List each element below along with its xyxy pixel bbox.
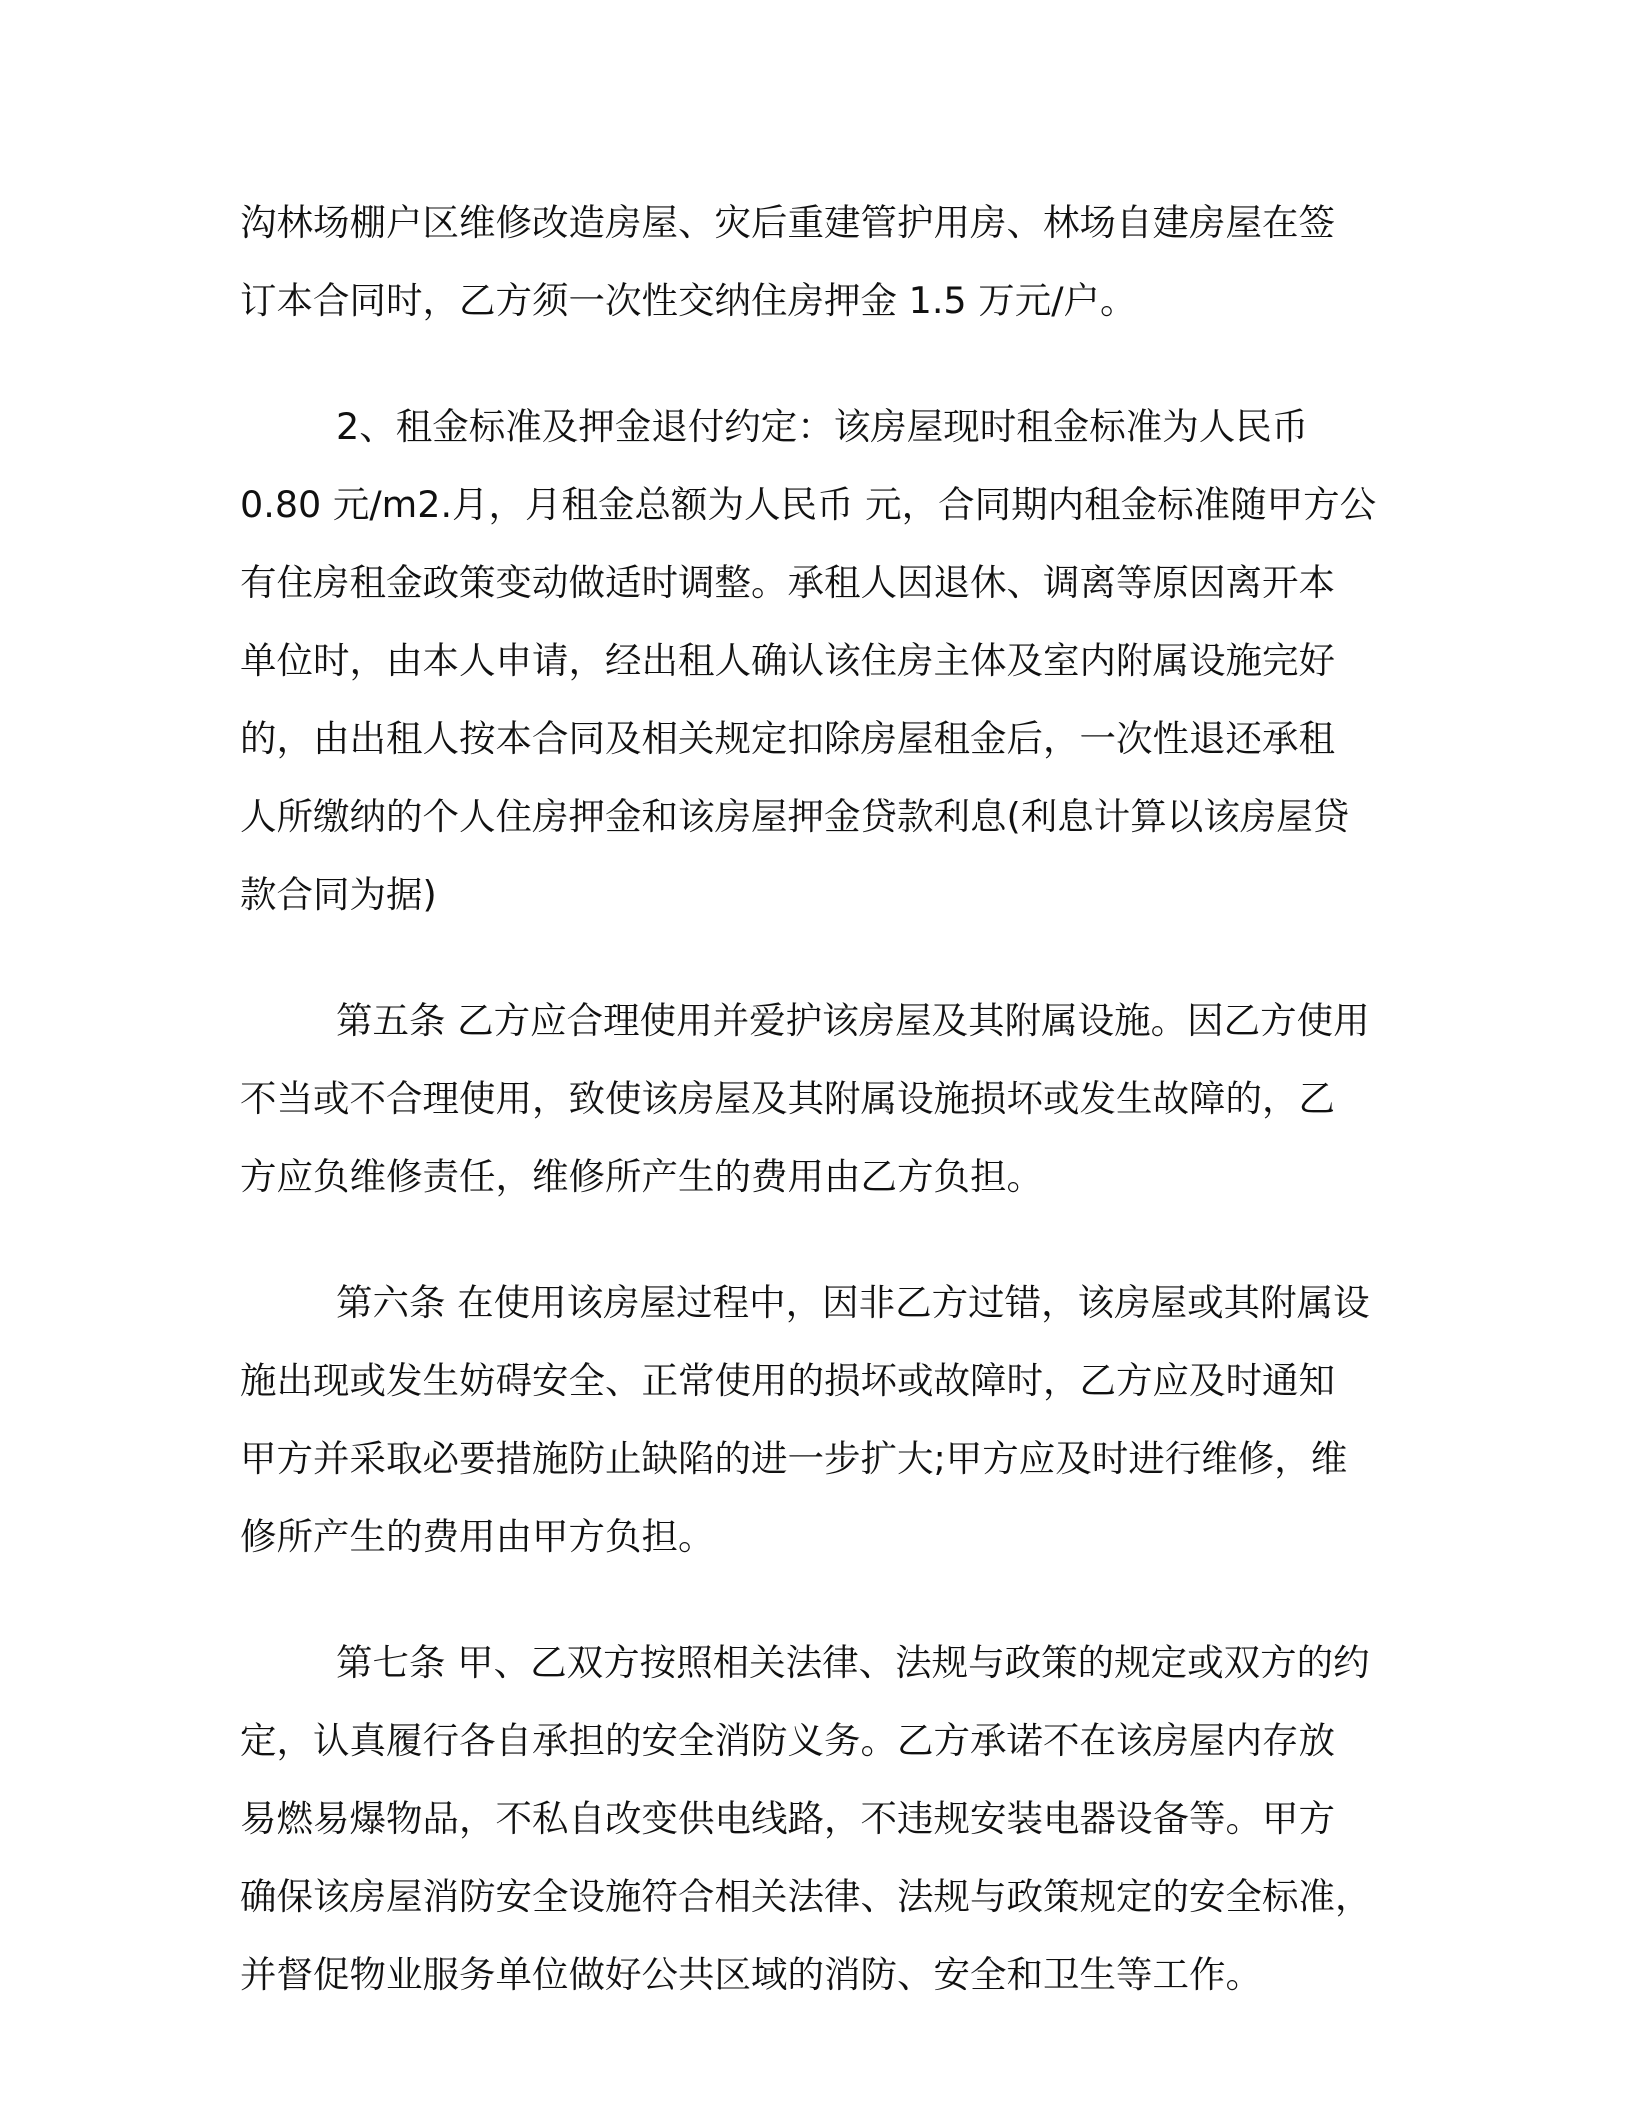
text-line: 并督促物业服务单位做好公共区域的消防、安全和卫生等工作。 [240, 1953, 1262, 1996]
text-line: 有住房租金政策变动做适时调整。承租人因退休、调离等原因离开本 [240, 561, 1335, 604]
text-line: 第五条 乙方应合理使用并爱护该房屋及其附属设施。因乙方使用 [336, 999, 1370, 1042]
document-body [240, 184, 1390, 2014]
text-line: 款合同为据) [240, 873, 437, 916]
text-line: 人所缴纳的个人住房押金和该房屋押金贷款利息(利息计算以该房屋贷 [240, 795, 1350, 838]
text-line: 修所产生的费用由甲方负担。 [240, 1515, 715, 1558]
text-line: 2、租金标准及押金退付约定：该房屋现时租金标准为人民币 [336, 405, 1309, 448]
text-line: 单位时，由本人申请，经出租人确认该住房主体及室内附属设施完好 [240, 639, 1335, 682]
paragraph-rent-standard [240, 388, 1390, 934]
paragraph-article-5 [240, 982, 1390, 1216]
text-line: 方应负维修责任，维修所产生的费用由乙方负担。 [240, 1155, 1043, 1198]
text-line: 订本合同时，乙方须一次性交纳住房押金 1.5 万元/户。 [240, 279, 1137, 322]
text-line: 第六条 在使用该房屋过程中，因非乙方过错，该房屋或其附属设 [336, 1281, 1370, 1324]
text-line: 施出现或发生妨碍安全、正常使用的损坏或故障时，乙方应及时通知 [240, 1359, 1335, 1402]
text-line: 沟林场棚户区维修改造房屋、灾后重建管护用房、林场自建房屋在签 [240, 201, 1335, 244]
text-line: 的，由出租人按本合同及相关规定扣除房屋租金后，一次性退还承租 [240, 717, 1335, 760]
text-line: 易燃易爆物品，不私自改变供电线路，不违规安装电器设备等。甲方 [240, 1797, 1335, 1840]
text-line: 不当或不合理使用，致使该房屋及其附属设施损坏或发生故障的，乙 [240, 1077, 1335, 1120]
text-line: 确保该房屋消防安全设施符合相关法律、法规与政策规定的安全标准， [240, 1875, 1372, 1918]
paragraph-article-6 [240, 1264, 1390, 1576]
text-line: 0.80 元/m2.月，月租金总额为人民币 元，合同期内租金标准随甲方公 [240, 483, 1377, 526]
paragraph-house-deposit [240, 184, 1390, 340]
text-line: 第七条 甲、乙双方按照相关法律、法规与政策的规定或双方的约 [336, 1641, 1370, 1684]
paragraph-article-7 [240, 1624, 1390, 2014]
text-line: 定，认真履行各自承担的安全消防义务。乙方承诺不在该房屋内存放 [240, 1719, 1335, 1762]
text-line: 甲方并采取必要措施防止缺陷的进一步扩大;甲方应及时进行维修，维 [240, 1437, 1348, 1480]
